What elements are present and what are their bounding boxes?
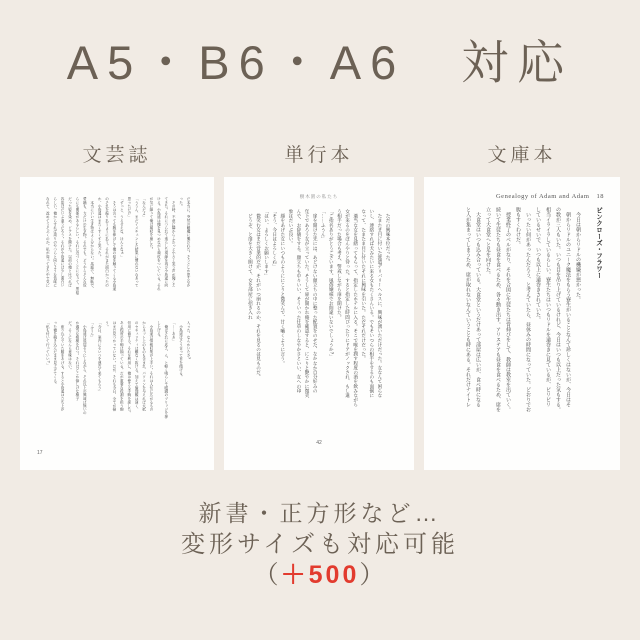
vertical-text-column: 授業終了のベルがなり、それを合図に生徒たちは背伸びをして、教師は教室を出ていく。 (505, 207, 511, 412)
sample-page-bungeishi (20, 177, 214, 470)
vertical-text-column: 続いて生徒たちも昼食を食べるため、各々動き出す。アリステアも昼食を食べるため、席を (495, 207, 501, 412)
vertical-text-column: どうぞ、と扉を大きく開けて、女を部屋に招き入れ (248, 209, 254, 320)
vertical-text-column: らにも関係があるらしい。それに近づくことになって、黒髪 (75, 197, 80, 295)
vertical-text-column: 「そう、今日はよろしくね」 (272, 209, 278, 269)
vertical-text-column: と人が集まってしまうため、席が取れないなんていうことも時にある。それだけナイトレ (465, 207, 471, 407)
vertical-text-column: からネット上のものも含まれ、パソコンを与えれば大抵 (142, 321, 147, 411)
vertical-text-column: 思っただけ」 (127, 197, 132, 219)
vertical-text-column: 腹もすくわけだ。 (515, 207, 521, 247)
vertical-text-column: 「私も付いて行っていい?」 (46, 321, 51, 367)
vertical-text-column: 「……ふうん」 (321, 209, 327, 242)
vertical-text-column: が気に障って俺は頬杖を崩した。 (149, 197, 154, 251)
vertical-text-column: はまだ見つかっていない。だが、それも今日、全てが揃 (112, 321, 117, 411)
vertical-text-column: 座り込んでいた腰をあげる。すると小島遥は立ち上が (61, 321, 66, 411)
magazine-bottom-text-block (42, 321, 192, 434)
chapter-title: ピンクローズ・フラワー (595, 207, 602, 279)
vertical-text-column: 容姿はだいぶ違うだろう。それが小島遥には少し面白い (61, 197, 66, 287)
vertical-text-column: 小島遥は退屈そうにしながら、それ以上の興味は無いの (83, 321, 88, 415)
vertical-text-column: いったい何があったんだろう、と考えていたら、昼休みの時間になっていた。どおりでお (525, 207, 531, 412)
page-title: A5・B6・A6 対応 (66, 36, 574, 89)
vertical-text-column: 「今日、案内にそいつを連れて来てもらう」 (98, 321, 103, 393)
vertical-text-column: 女が来るのをぼんやりと待った。すると指定した時間ぴったりにドアがノックされ、もし違 (345, 209, 351, 398)
vertical-text-column: う相手だった場合も考え、警戒しながら扉を開けた。 (337, 209, 343, 320)
vertical-text-column: 「ご指名ありがとうございます。風俗嬢様でお間違いないでしょうか?」 (329, 209, 335, 359)
vertical-text-column: 「ううん、まだイメチェンした結果に慣れないなあって (135, 197, 140, 287)
vertical-text-column: 「ふうん」 (90, 321, 95, 339)
vertical-text-column: った。 (179, 197, 184, 208)
price-paren-close: ） (359, 561, 387, 589)
magazine-top-text-block (42, 197, 192, 310)
price-paren-open: （ (253, 561, 281, 589)
sample-page-bunkobon (424, 177, 620, 470)
vertical-text-column: 朝からリドルのユニーク魔法をもらう寮生がいることなんて珍しくはないが、今日はそ (565, 207, 571, 407)
vertical-text-column: だ。そこになんら意味はない。 (68, 321, 73, 372)
footer-note-line1: 新書・正方形など… (198, 500, 442, 526)
vertical-text-column: たまたま目に付いた派遣デリバリーヘルスに、興味が湧いただけだった。女なんて困らな (377, 209, 383, 398)
vertical-text-column: そうは言っても腕を伸ばして俺の髪を触ってくる小島遥 (112, 197, 117, 291)
vertical-text-column: 「……ああ」 (172, 321, 177, 343)
running-head: Genealogy of Adam and Adam 18 (495, 193, 604, 200)
vertical-text-column: う。 (105, 321, 110, 329)
vertical-text-column: だ本当に、突然の睡魔に襲われた。そうとしか思えなか (187, 197, 191, 287)
sample-page-tankobon (224, 177, 414, 470)
vertical-text-column: の数が三人もいた。いつも目を吊り上げているけれど、今日はいつも以上だった気もする。 (555, 207, 561, 412)
vertical-text-column: 適当な女を見繕ってもらって、指定したホテルに入る。そこで喉を潤す程度の酒を飲みながら (353, 209, 359, 407)
vertical-text-column: 小島遥はそう言って首を傾げる。 (179, 321, 184, 379)
running-head: 樹木園の私たち (299, 194, 339, 199)
vertical-text-column: のそれを振り払うように払う。それがまた面白かったの (105, 197, 110, 287)
page-number: 42 (316, 440, 322, 446)
vertical-text-column: のセキュリティは難なく抜ける。加えて倫理観は薄く、 (135, 321, 140, 411)
bunkobon-text-block (442, 207, 606, 435)
vertical-text-column: 扉を開けた先には、あどけない顔立ちの中に整った配置をのせた、なかなか自分好みの (313, 209, 319, 393)
vertical-text-column: 入った、なんかいたさ? (187, 321, 191, 359)
vertical-text-column: し上げる。 (157, 321, 162, 339)
vertical-text-column: いし、連絡すれば犬みたいに来る女もたくさんいる。でもそいつらの相手をするのも面倒に (369, 209, 375, 398)
vertical-text-column: しているせいで、いつも以上に遠巻きされていた。 (535, 207, 541, 322)
vertical-text-column: 「なんだよ」 (142, 197, 147, 219)
vertical-text-column: てきた。それにつられて逸らした視線を再び小島遥に向 (164, 197, 169, 287)
footer-note-line2: 変形サイズも対応可能 (180, 531, 460, 558)
vertical-text-column: 「はい、よろしくお願いします」 (264, 209, 270, 278)
vertical-text-column: 今日は朝からリドルの機嫌が悪かった。 (575, 207, 581, 302)
footer-price-line (0, 555, 640, 591)
page-number: 17 (37, 450, 43, 456)
vertical-text-column: その時、不意に隣からふわっと小さく笑う声が聞こえ (172, 197, 177, 287)
vertical-text-column: か適当な相槌を打つ。それはどこか愉しげな様子 (75, 321, 80, 401)
vertical-text-column: か、小島遥はまたくすくすと笑った。 (98, 197, 103, 259)
vertical-text-column: 相当イライラしているらしい。寮生たちはいつもリドルを遠巻きに見ているが、ピリピリ (545, 207, 551, 407)
vertical-text-column: 大食堂はいつも込み合っている。大食堂というだけあって部屋は広いが、食べ時になる (475, 207, 481, 407)
tankobon-text-block (246, 209, 392, 431)
vertical-text-column: 俺はそれに応え、ん、と軽く鳴らして眼鏡のブリッジを押 (164, 321, 169, 419)
vertical-text-column: んで、お辞儀をする。顔立ちも中々いい、そういった仕草のしなやかさといい、女への印 (296, 209, 302, 393)
vertical-text-column: だった髪を染め、ピアスを開けた。以前の俺と比べれば (68, 197, 73, 287)
vertical-text-column: 微笑む女はまだ営業的だが、それがいつ崩れるのか、それを見るのは見ものだ。 (256, 209, 262, 380)
label-bungeishi: 文芸誌 (82, 145, 152, 166)
label-tankobon: 単行本 (284, 145, 354, 166)
vertical-text-column: 顔をあげた女にいつものようににこりと微笑んで、甘く囁くように言う。 (280, 209, 286, 366)
vertical-text-column: 立って大食堂へと足を向けた。 (485, 207, 491, 277)
vertical-text-column: 信用に値する。それを利用し、俺は使える手駒を探した。 (127, 321, 132, 415)
vertical-text-column: 象はだいぶ良い。 (288, 209, 294, 246)
vertical-text-column: 年下であろう女が立っていた。そうして扉が開かれ俺を確認すると、にこりと艶やかに微笑 (305, 209, 311, 398)
vertical-text-column: 「ずっと、うるせえな、ほんとなぁ」 (120, 197, 125, 259)
price-value: ＋500 (280, 561, 360, 589)
label-bunkobon: 文庫本 (487, 145, 557, 166)
vertical-text-column: なって、たまたま目に付いたそれに興味を引いた。ただそれだけだった。 (361, 209, 367, 361)
vertical-text-column: ただの興味本位だった。 (386, 209, 391, 265)
vertical-text-column: 小島遥は情報収集が上手い。それは人伝に広がるもの (149, 321, 154, 411)
vertical-text-column: らしい。俺からすれば周りのやつらと同じような色味に (53, 197, 58, 287)
vertical-text-column: 愛嬌も、力だけの生き物。それでも、どうやらそんな奴 (83, 197, 88, 287)
vertical-text-column: 本当にいい生き物はよく分からない。馬鹿で、無駄で、 (90, 197, 95, 291)
vertical-text-column: ある程度の手駒は揃っている。だが重要な役割を担う駒 (120, 321, 125, 411)
vertical-text-column: なれて、改めてうそぶくのか。私が周ってきた中で気に (46, 197, 51, 287)
vertical-text-column: った俺を覗き込んだまま見上げてくる。 (53, 321, 58, 386)
vertical-text-column: ける。小島遥は俺を見つめながら頬杖をついている。それ (157, 197, 162, 291)
